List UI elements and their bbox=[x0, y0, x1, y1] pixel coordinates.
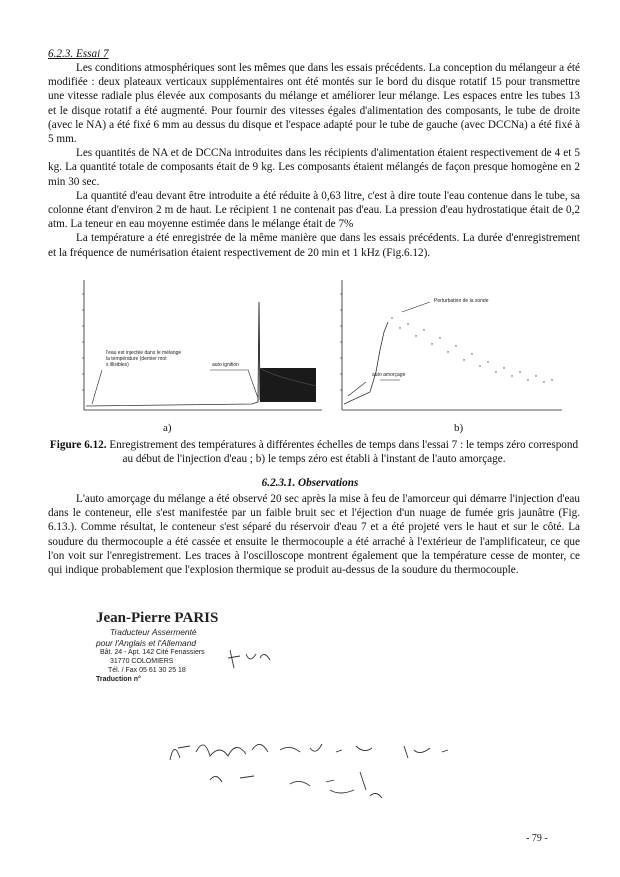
panel-a-annotation-water: l'eau est injectée dans le mélange la température (dernier mot s illisibles) bbox=[106, 350, 182, 368]
section-heading: 6.2.3. Essai 7 bbox=[48, 48, 109, 60]
stamp-line-3: Bât. 24 - Apt. 142 Cité Fenassiers bbox=[100, 649, 205, 656]
observations-body bbox=[48, 492, 580, 577]
figure-caption-text: Enregistrement des températures à différentes échelles de temps dans l'essai 7 : le temps zéro correspond au début de l'injection d'eau ; b) le temps zéro est établi à l'instant de l'auto amorçage. bbox=[106, 439, 579, 466]
stamp-line-6: Traduction n° bbox=[96, 676, 141, 683]
observations-paragraph: L'auto amorçage du mélange a été observé 20 sec après la mise à feu de l'amorceur qui démarre l'injection d'eau dans le conteneur, elle s'est manifestée par un faible bruit sec et l'éjection d'un nuage de fumée gris jaunâtre (Fig. 6.13.). Comme résultat, le conteneur s'est séparé du réservoir d'eau 7 et a été projeté vers le haut et sur le côté. La soudure du thermocouple a été cassée et ensuite le thermocouple a été arraché à l'extérieur de l'amplificateur, ce que l'on voit sur l'enregistrement. Les traces à l'oscilloscope montrent également que la température cesse de monter, ce qui indique probablement que l'explosion thermique se produit au-dessus de la soudure du thermocouple. bbox=[48, 493, 580, 577]
figure-panel-a bbox=[72, 272, 328, 432]
paragraph-1: Les conditions atmosphériques sont les mêmes que dans les essais précédents. La conception du mélangeur a été modifiée : deux plateaux verticaux supplémentaires ont été montés sur le bord du disque rotatif 15 pour transmettre une vitesse radiale plus élevée aux composants du mélange et améliorer leur mélange. Les espaces entre les tubes 13 et le disque rotatif a été augmenté. Pour fournir des vitesses égales d'alimentation des composants, le tube de droite (avec le NA) a été fixé 6 mm au dessus du disque et l'espace adapté pour le tube de gauche (avec DCCNa) a été fixé à 5 mm. bbox=[48, 62, 580, 146]
panel-a-annotation-ignition: auto ignition bbox=[212, 362, 239, 368]
stamp-line-5: Tél. / Fax 05 61 30 25 18 bbox=[108, 667, 186, 674]
stamp-line-2: pour l'Anglais et l'Allemand bbox=[96, 637, 197, 648]
panel-b-annotation-probe: Perturbation de la sonde bbox=[434, 298, 489, 304]
stamp-name: Jean-Pierre PARIS bbox=[96, 610, 219, 626]
observations-heading: 6.2.3.1. Observations bbox=[261, 477, 359, 489]
handwritten-signature bbox=[150, 640, 480, 800]
stamp-line-1: Traducteur Assermenté bbox=[110, 627, 197, 637]
figure-caption bbox=[48, 438, 580, 466]
figure-panel-b bbox=[330, 272, 566, 432]
page-number: - 79 - bbox=[526, 833, 548, 844]
paragraph-4: La température a été enregistrée de la même manière que dans les essais précédents. La durée d'enregistrement et la fréquence de numérisation étaient respectivement de 20 min et 1 kHz (Fig.6.12). bbox=[48, 232, 580, 259]
panel-b-label: b) bbox=[454, 422, 464, 434]
panel-a-label: a) bbox=[163, 422, 172, 434]
figure-caption-label: Figure 6.12. bbox=[49, 439, 107, 451]
paragraph-3: La quantité d'eau devant être introduite a été réduite à 0,63 litre, c'est à dire toute l'eau contenue dans le tube, sa colonne étant d'environ 2 m de haut. Le récipient 1 ne contenait pas d'eau. La pression d'eau hydrostatique était de 0,2 atm. La teneur en eau moyenne estimée dans le mélange était de 7% bbox=[48, 189, 580, 231]
section-body bbox=[48, 61, 580, 260]
panel-b-annotation-autostart: auto amorçage bbox=[372, 372, 406, 378]
paragraph-2: Les quantités de NA et de DCCNa introduites dans les récipients d'alimentation étaient respectivement de 4 et 5 kg. La quantité totale de composants était de 9 kg. Les composants étaient mélangés de façon presque homogène en 2 min 30 sec. bbox=[48, 147, 580, 188]
stamp-line-4: 31770 COLOMIERS bbox=[110, 658, 174, 665]
